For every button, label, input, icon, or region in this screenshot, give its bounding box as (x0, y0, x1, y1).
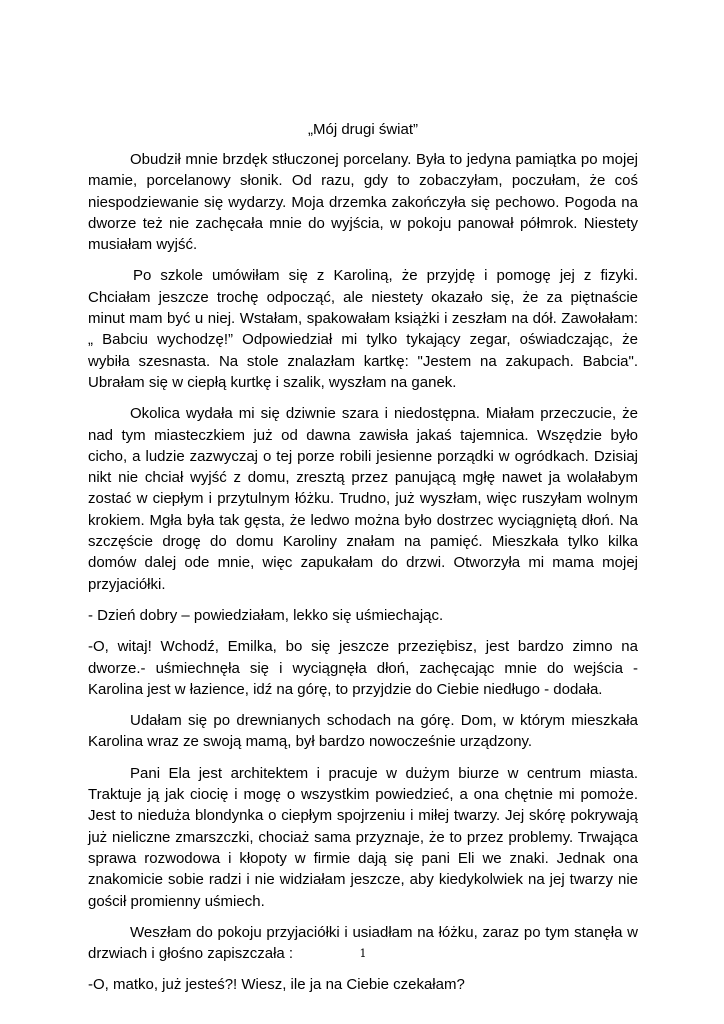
page-number: 1 (359, 947, 367, 960)
paragraph: Weszłam do pokoju przyjaciółki i usiadłam na łóżku, zaraz po tym stanęła w drzwiach i głośno zapiszczała : (88, 923, 638, 963)
paragraph: - Dzień dobry – powiedziałam, lekko się uśmiechając. (88, 606, 444, 624)
paragraph: -O, witaj! Wchodź, Emilka, bo się jeszcze przeziębisz, jest bardzo zimno na dworze.- uśmiechnęła się i wyciągnęła dłoń, zachęcając mnie do wejścia - Karolina jest w łazience, idź na górę, to przyjdzie do Ciebie niedługo - dodała. (88, 638, 638, 698)
paragraph: -O, matko, już jesteś?! Wiesz, ile ja na Ciebie czekałam? (88, 976, 465, 994)
page-title: „Mój drugi świat” (307, 121, 419, 138)
paragraph: Udałam się po drewnianych schodach na górę. Dom, w którym mieszkała Karolina wraz ze swoją mamą, był bardzo nowocześnie urządzony. (88, 712, 638, 751)
paragraph: Pani Ela jest architektem i pracuje w dużym biurze w centrum miasta. Traktuje ją jak ciocię i mogę o wszystkim powiedzieć, a ona chętnie mi pomoże. Jest to nieduża blondynka o ciepłym spojrzeniu i miłej twarzy. Jej skórę pokrywają już nieliczne zmarszczki, chociaż sama przyznaje, że to przez problemy. Trwająca sprawa rozwodowa i kłopoty w firmie dają się pani Eli we znaki. Jednak ona znakomicie sobie radzi i nie widziałam jeszcze, aby kiedykolwiek na jej twarzy nie gościł promienny uśmiech. (88, 764, 638, 910)
paragraph: Po szkole umówiłam się z Karoliną, że przyjdę i pomogę jej z fizyki. Chciałam jeszcze trochę odpocząć, ale niestety okazało się, że za piętnaście minut mam być u niej. Wstałam, spakowałam książki i zeszłam na dół. Zawołałam: „ Babciu wychodzę!” Odpowiedział mi tylko tykający zegar, oświadczając, że wybiła szesnasta. Na stole znalazłam kartkę: "Jestem na zakupach. Babcia". Ubrałam się w ciepłą kurtkę i szalik, wyszłam na ganek. (88, 267, 638, 391)
paragraph: Okolica wydała mi się dziwnie szara i niedostępna. Miałam przeczucie, że nad tym miasteczkiem już od dawna zawisła jakaś tajemnica. Wszędzie było cicho, a ludzie zazwyczaj o tej porze robili jesienne porządki w ogródkach. Dzisiaj nikt nie chciał wyjść z domu, zresztą przez panującą mgłę nawet ja wolałabym zostać w ciepłym i przytulnym łóżku. Trudno, już wyszłam, więc ruszyłam wolnym krokiem. Mgła była tak gęsta, że ledwo można było dostrzec wyciągniętą dłoń. Na szczęście drogę do domu Karoliny znałam na pamięć. Mieszkała tylko kilka domów dalej ode mnie, więc zapukałam do drzwi. Otworzyła mi mama mojej przyjaciółki. (88, 405, 638, 593)
paragraph: Obudził mnie brzdęk stłuczonej porcelany. Była to jedyna pamiątka po mojej mamie, porcelanowy słonik. Od razu, gdy to zobaczyłam, poczułam, że coś niespodziewanie się wydarzy. Moja drzemka zakończyła się pechowo. Pogoda na dworze też nie zachęcała mnie do wyjścia, w pokoju panował półmrok. Niestety musiałam wyjść. (88, 151, 638, 254)
document-body (88, 149, 638, 1006)
